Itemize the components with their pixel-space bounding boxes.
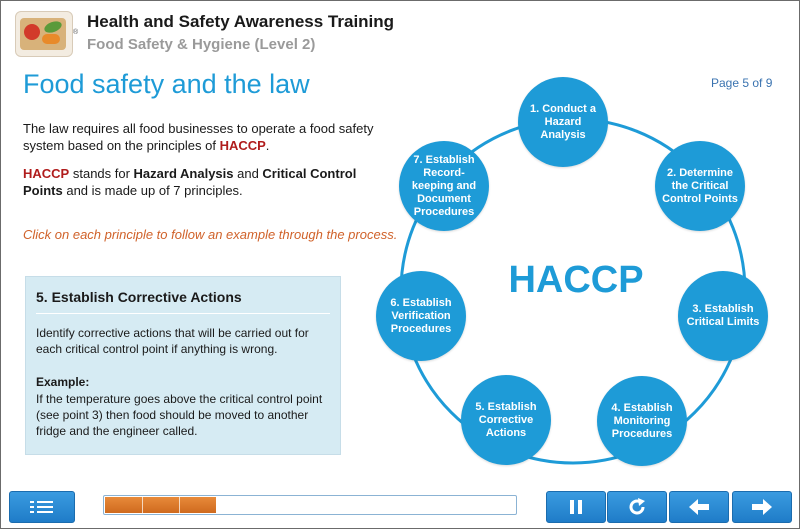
- principle-node-5[interactable]: 5. Establish Corrective Actions: [461, 375, 551, 465]
- principle-node-7[interactable]: 7. Establish Record-keeping and Document Procedures: [399, 141, 489, 231]
- replay-icon: [626, 496, 648, 518]
- back-button[interactable]: [669, 491, 729, 523]
- principle-node-1[interactable]: 1. Conduct a Hazard Analysis: [518, 77, 608, 167]
- haccp-term: HACCP: [23, 166, 70, 181]
- haccp-diagram: [361, 79, 791, 509]
- progress-segment-divider: [142, 497, 143, 513]
- replay-button[interactable]: [607, 491, 667, 523]
- progress-fill: [105, 497, 216, 513]
- principle-node-2[interactable]: 2. Determine the Critical Control Points: [655, 141, 745, 231]
- page-number: Page 5 of 9: [711, 76, 773, 90]
- pause-button[interactable]: [546, 491, 606, 523]
- logo-registered-mark: ®: [73, 29, 79, 36]
- panel-description: Identify corrective actions that will be carried out for each critical control point if anything is wrong.: [36, 326, 309, 356]
- pause-icon: [566, 497, 586, 517]
- principle-node-4[interactable]: 4. Establish Monitoring Procedures: [597, 376, 687, 466]
- haccp-term: HACCP: [219, 138, 266, 153]
- principle-detail-panel: [25, 276, 341, 455]
- intro-paragraph-2: HACCP stands for Hazard Analysis and Critical Control Points and is made up of 7 principles.: [23, 166, 357, 198]
- principle-node-6[interactable]: 6. Establish Verification Procedures: [376, 271, 466, 361]
- intro-text: [23, 120, 383, 210]
- instruction-text: Click on each principle to follow an example through the process.: [23, 227, 398, 242]
- course-subtitle: Food Safety & Hygiene (Level 2): [87, 36, 316, 53]
- intro-paragraph-1: The law requires all food businesses to operate a food safety system based on the principles of HACCP.: [23, 121, 374, 153]
- menu-list-icon: [10, 492, 74, 522]
- next-button[interactable]: [732, 491, 792, 523]
- page-title: Food safety and the law: [23, 69, 310, 99]
- arrow-right-icon: [750, 497, 774, 517]
- arrow-left-icon: [687, 497, 711, 517]
- menu-button[interactable]: [9, 491, 75, 523]
- panel-divider: [36, 313, 330, 314]
- progress-bar: [103, 495, 517, 515]
- panel-example-label: Example:: [36, 375, 90, 389]
- panel-example-text: If the temperature goes above the critical control point (see point 3) then food should be moved to another fridge and the engineer called.: [36, 392, 323, 438]
- progress-segment-divider: [179, 497, 180, 513]
- course-title: Health and Safety Awareness Training: [87, 12, 395, 31]
- course-logo: [15, 11, 73, 57]
- principle-node-3[interactable]: 3. Establish Critical Limits: [678, 271, 768, 361]
- panel-heading: 5. Establish Corrective Actions: [36, 289, 242, 305]
- haccp-center-label: HACCP: [508, 259, 644, 301]
